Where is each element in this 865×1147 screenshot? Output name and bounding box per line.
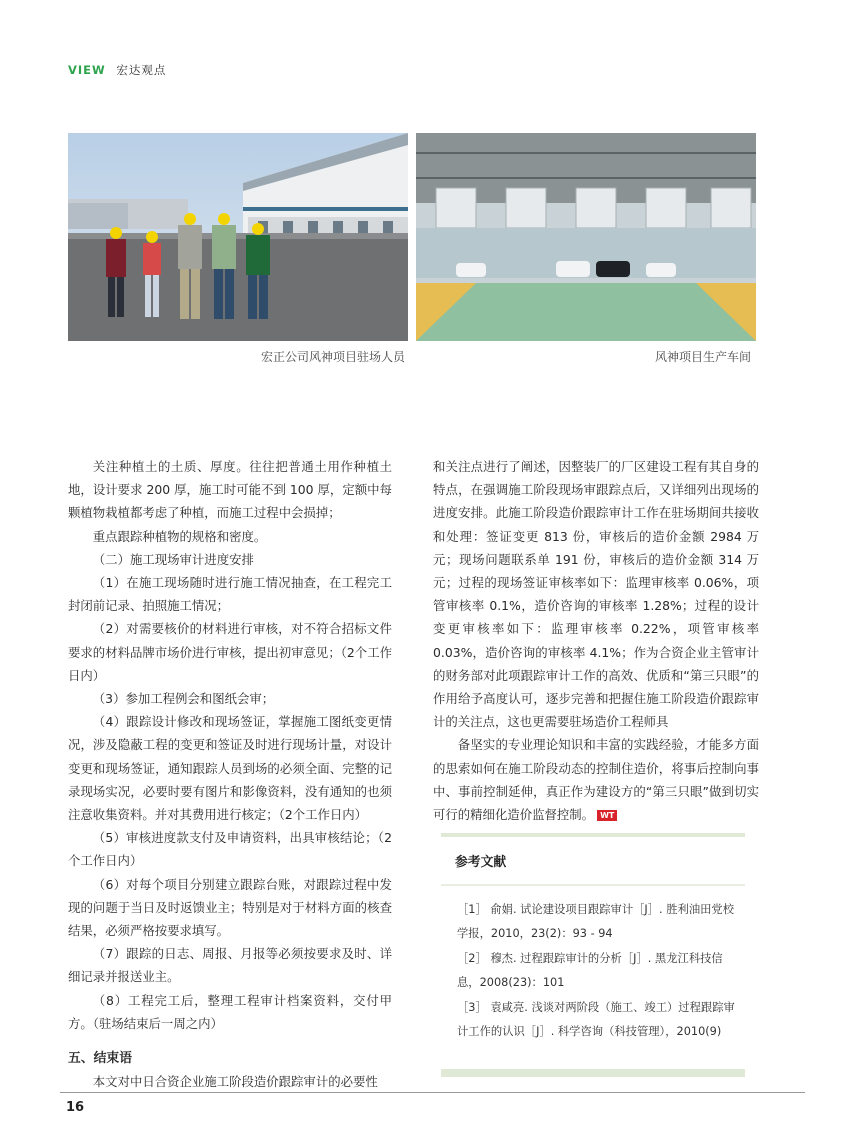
paragraph: （4）跟踪设计修改和现场签证，掌握施工图纸变更情况，涉及隐蔽工程的变更和签证及时进行现场计量，对设计变更和现场签证，通知跟踪人员到场的必须全面、完整的记录现场实况，必要时要有图片和影像资料，没有通知的也须注意收集资料。并对其费用进行核定；（2个工作日内）: [68, 714, 392, 823]
paragraph: （8）工程完工后，整理工程审计档案资料，交付甲方。（驻场结束后一周之内）: [68, 992, 392, 1031]
subsection-heading: （二）施工现场审计进度安排: [92, 551, 254, 567]
paragraph: [433, 733, 759, 826]
footer-rule: [60, 1092, 805, 1093]
paragraph: （1）在施工现场随时进行施工情况抽查，在工程完工封闭前记录、拍照施工情况；: [68, 575, 392, 614]
paragraph: （2）对需要核价的材料进行审核，对不符合招标文件要求的材料品牌市场价进行审核，提出初审意见；（2个工作日内）: [68, 621, 392, 683]
end-mark-icon: WT: [597, 810, 617, 821]
reference-item: ［3］ 袁咸亮. 浅谈对两阶段（施工、竣工）过程跟踪审计工作的认识［J］. 科学咨询（科技管理），2010(9): [457, 1000, 735, 1039]
paragraph: （5）审核进度款支付及申请资料，出具审核结论；（2个工作日内）: [68, 830, 392, 869]
workshop-photo: [416, 133, 756, 341]
divider: [441, 884, 745, 886]
paragraph: （3）参加工程例会和图纸会审；: [92, 691, 275, 707]
divider: [441, 833, 745, 837]
caption-workshop: 风神项目生产车间: [654, 350, 751, 364]
paragraph: （6）对每个项目分别建立跟踪台账，对跟踪过程中发现的问题于当日及时返馈业主；特别是对于材料方面的核查结果，必须严格按要求填写。: [68, 876, 392, 939]
references-title: 参考文献: [455, 855, 507, 870]
running-header: [68, 62, 166, 78]
left-column: [68, 455, 392, 1093]
paragraph: 和关注点进行了阐述，因整装厂的厂区建设工程有其自身的特点，在强调施工阶段现场审跟踪点后，又详细列出现场的进度安排。此施工阶段造价跟踪审计工作在驻场期间共接收和处理：签证变更 813 份，审核后的造价金额 2984 万元；现场问题联系单 191 份，审核后的造价金额 314 万元；过程的现场签证审核率如下：监理审核率 0.06%，项管审核率 0.1%，造价咨询的审核率 1.28%；过程的设计变更审核率如下：监理审核率 0.22%，项管审核率 0.03%，造价咨询的审核率 4.1%；作为合资企业主管审计的财务部对此项跟踪审计工作的高效、优质和“第三只眼”的作用给予高度认可，逐步完善和把握住施工阶段造价跟踪审计的关注点，这也更需要驻场造价工程师具: [433, 459, 759, 730]
paragraph: 本文对中日合资企业施工阶段造价跟踪审计的必要性: [92, 1074, 378, 1090]
reference-item: ［2］ 穆杰. 过程跟踪审计的分析［J］. 黑龙江科技信息，2008(23)：101: [457, 951, 723, 990]
reference-item: ［1］ 俞娟. 试论建设项目跟踪审计［J］. 胜利油田党校学报，2010，23(2)：93 - 94: [457, 903, 735, 941]
references-box: [441, 833, 745, 1044]
right-column: [433, 455, 759, 826]
caption-site-staff: 宏正公司风神项目驻场人员: [260, 350, 405, 364]
header-view-tag: VIEW: [68, 63, 106, 77]
page-number: 16: [66, 1100, 85, 1115]
paragraph: （7）跟踪的日志、周报、月报等必须按要求及时、详细记录并报送业主。: [68, 946, 392, 985]
paragraph: 关注种植土的土质、厚度。往往把普通土用作种植土地，设计要求 200 厚，施工时可能不到 100 厚，定额中每颗植物栽植都考虑了种植，而施工过程中会损掉；: [68, 459, 392, 521]
header-section-title: 宏达观点: [116, 63, 167, 77]
paragraph: 重点跟踪种植物的规格和密度。: [92, 528, 267, 544]
paragraph-text: 备坚实的专业理论知识和丰富的实践经验，才能多方面的思索如何在施工阶段动态的控制住造价，将事后控制向事中、事前控制延伸，真正作为建设方的“第三只眼”做到切实可行的精细化造价监督控制。: [433, 737, 759, 823]
site-staff-photo: [68, 133, 408, 341]
divider: [441, 1069, 745, 1077]
reference-list: [441, 898, 745, 1044]
section-title-conclusion: 五、结束语: [68, 1051, 132, 1067]
